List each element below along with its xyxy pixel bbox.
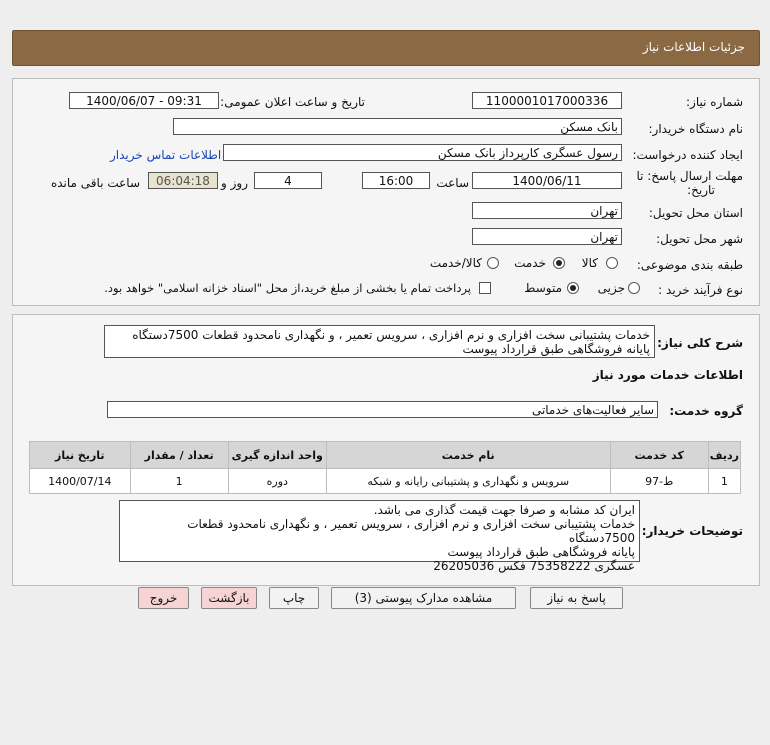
summary-text: خدمات پشتیبانی سخت افزاری و نرم افزاری ، سرویس تعمیر ، و نگهداری نامحدود قطعات 7500دستگاه پایانه فروشگاهی طبق قرارداد پیوست xyxy=(132,328,650,356)
remaining-time-field: 06:04:18 xyxy=(148,172,218,189)
reply-button[interactable]: پاسخ به نیاز xyxy=(530,587,623,609)
category-radio-goods-service[interactable] xyxy=(487,257,499,269)
need-number-field: 1100001017000336 xyxy=(472,92,622,109)
category-label: طبقه بندی موضوعی: xyxy=(636,258,743,272)
attachments-button[interactable]: مشاهده مدارک پیوستی (3) xyxy=(331,587,516,609)
cell-row: 1 xyxy=(708,469,740,494)
buyer-notes-line: پایانه فروشگاهی طبق قرارداد پیوست xyxy=(447,545,635,559)
summary-label: شرح کلی نیاز: xyxy=(657,336,743,350)
province-field: تهران xyxy=(472,202,622,219)
process-radio-small[interactable] xyxy=(628,282,640,294)
province-label: استان محل تحویل: xyxy=(648,206,743,220)
service-group-field: سایر فعالیت‌های خدماتی xyxy=(107,401,658,418)
announce-label: تاریخ و ساعت اعلان عمومی: xyxy=(220,95,365,109)
deadline-label: مهلت ارسال پاسخ: تا xyxy=(636,169,743,183)
col-unit-header: واحد اندازه گیری xyxy=(228,442,326,469)
summary-field xyxy=(104,325,655,358)
col-code-header: کد خدمت xyxy=(610,442,708,469)
col-qty-header: تعداد / مقدار xyxy=(130,442,228,469)
table-row xyxy=(30,469,741,494)
cell-name: سرویس و نگهداری و پشتیبانی رایانه و شبکه xyxy=(326,469,610,494)
buyer-org-field: بانک مسکن xyxy=(173,118,622,135)
treasury-checkbox[interactable] xyxy=(479,282,491,294)
category-radio-service[interactable] xyxy=(553,257,565,269)
remaining-label: ساعت باقی مانده xyxy=(50,176,140,190)
cell-code: ط-97 xyxy=(610,469,708,494)
buyer-org-label: نام دستگاه خریدار: xyxy=(648,122,743,136)
days-field: 4 xyxy=(254,172,322,189)
announce-field: 1400/06/07 - 09:31 xyxy=(69,92,219,109)
cell-date: 1400/07/14 xyxy=(30,469,131,494)
requester-field: رسول عسگری کارپرداز بانک مسکن xyxy=(223,144,622,161)
col-row-header: ردیف xyxy=(708,442,740,469)
days-label: روز و xyxy=(221,176,248,190)
buyer-notes-field xyxy=(119,500,640,573)
process-option-small: جزیی xyxy=(597,281,625,295)
city-label: شهر محل تحویل: xyxy=(656,232,743,246)
category-option-service: خدمت xyxy=(514,256,546,270)
buyer-notes-line: ایران کد مشابه و صرفا جهت قیمت گذاری می باشد. xyxy=(373,503,635,517)
buyer-notes-line: عسگری 75358222 فکس 26205036 xyxy=(433,559,635,573)
table-header-row xyxy=(30,442,741,469)
process-label: نوع فرآیند خرید : xyxy=(658,283,743,297)
category-option-goods: کالا xyxy=(581,256,598,270)
back-button[interactable]: بازگشت xyxy=(201,587,257,609)
deadline-date-field: 1400/06/11 xyxy=(472,172,622,189)
buyer-notes-line: خدمات پشتیبانی سخت افزاری و نرم افزاری ، سرویس تعمیر ، و نگهداری نامحدود قطعات 7500دستگاه xyxy=(187,517,635,545)
deadline-time-field: 16:00 xyxy=(362,172,430,189)
category-radio-goods[interactable] xyxy=(606,257,618,269)
contact-buyer-link[interactable]: اطلاعات تماس خریدار xyxy=(110,148,222,162)
buyer-notes-label: توضیحات خریدار: xyxy=(641,524,743,538)
process-option-medium: متوسط xyxy=(524,281,562,295)
cell-unit: دوره xyxy=(228,469,326,494)
city-field: تهران xyxy=(472,228,622,245)
page-title: جزئیات اطلاعات نیاز xyxy=(642,40,745,54)
col-name-header: نام خدمت xyxy=(326,442,610,469)
services-heading: اطلاعات خدمات مورد نیاز xyxy=(592,368,743,382)
service-group-label: گروه خدمت: xyxy=(669,404,743,418)
requester-label: ایجاد کننده درخواست: xyxy=(632,148,743,162)
print-button[interactable]: چاپ xyxy=(269,587,319,609)
need-number-label: شماره نیاز: xyxy=(686,95,743,109)
deadline-time-label: ساعت xyxy=(436,176,469,190)
col-date-header: تاریخ نیاز xyxy=(30,442,131,469)
exit-button[interactable]: خروج xyxy=(138,587,189,609)
process-radio-medium[interactable] xyxy=(567,282,579,294)
category-option-goods-service: کالا/خدمت xyxy=(429,256,482,270)
cell-qty: 1 xyxy=(130,469,228,494)
services-table xyxy=(29,441,741,494)
treasury-note: پرداخت تمام یا بخشی از مبلغ خرید،از محل "اسناد خزانه اسلامی" خواهد بود. xyxy=(104,281,471,295)
page-header xyxy=(12,30,760,66)
deadline-label-2: تاریخ: xyxy=(687,183,715,197)
